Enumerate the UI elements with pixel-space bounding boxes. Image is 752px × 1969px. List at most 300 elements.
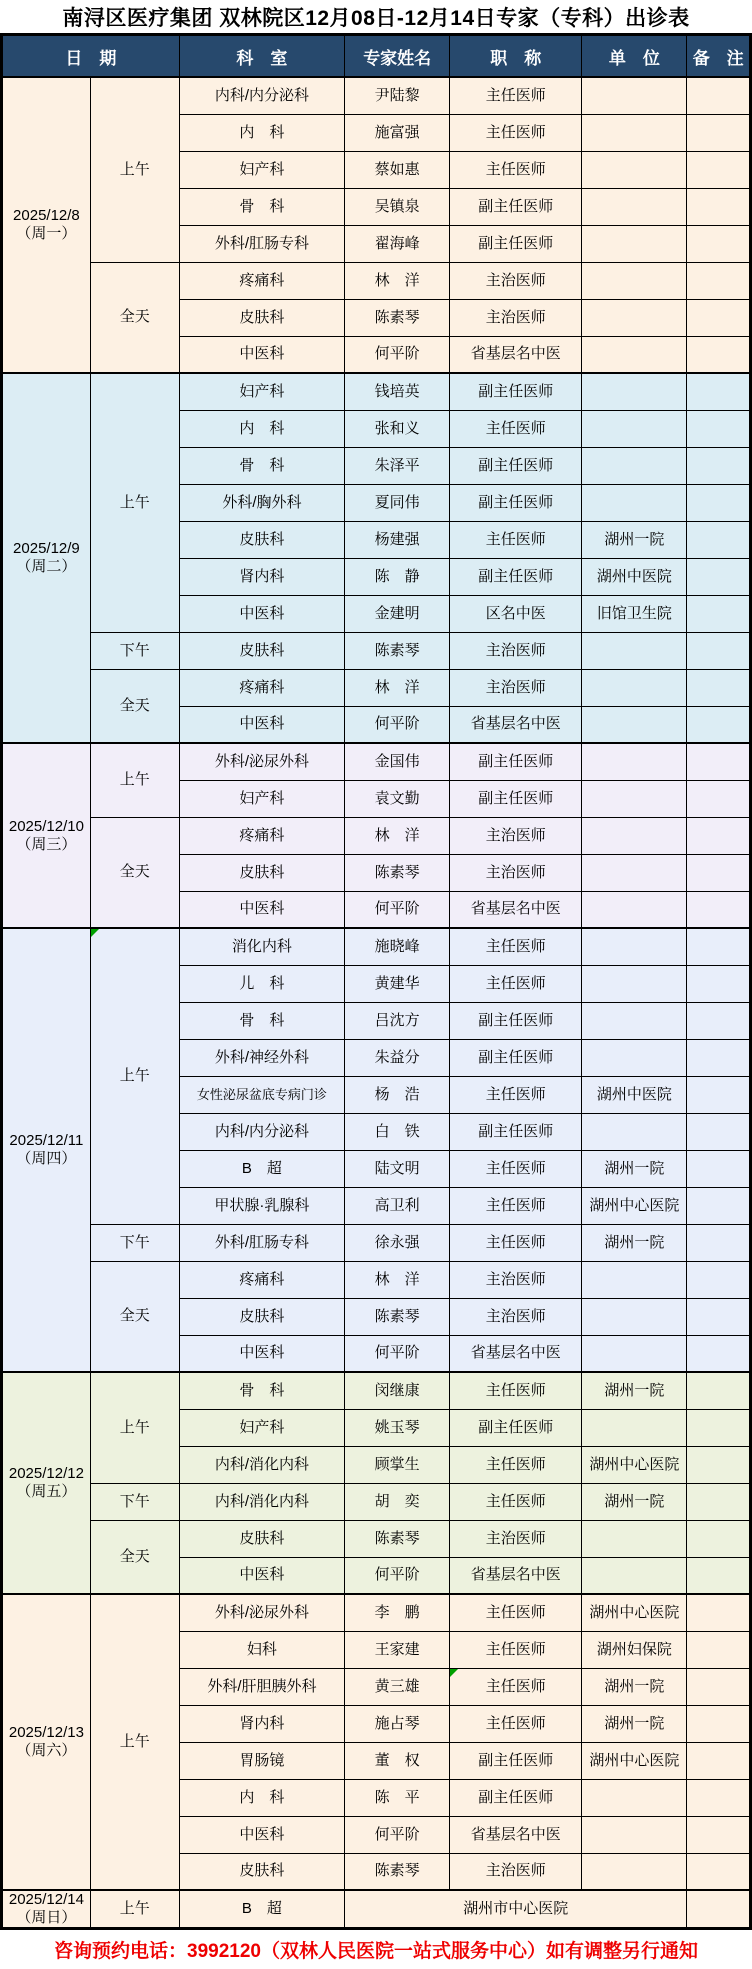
date-label: 2025/12/11 bbox=[9, 1132, 84, 1149]
doctor-name-cell: 朱泽平 bbox=[345, 447, 450, 484]
doctor-name-cell: 李 鹏 bbox=[345, 1594, 450, 1631]
note-cell bbox=[687, 299, 751, 336]
period-cell: 上午 bbox=[90, 373, 179, 632]
dept-cell: 中医科 bbox=[179, 891, 345, 928]
note-cell bbox=[687, 817, 751, 854]
dept-cell: 内科/消化内科 bbox=[179, 1483, 345, 1520]
dept-cell: 中医科 bbox=[179, 1335, 345, 1372]
period-cell: 上午 bbox=[90, 1594, 179, 1890]
dept-cell: 皮肤科 bbox=[179, 1853, 345, 1890]
date-cell bbox=[2, 1890, 91, 1929]
dept-cell: 内科/内分泌科 bbox=[179, 1113, 345, 1150]
job-title-cell: 省基层名中医 bbox=[450, 706, 582, 743]
note-cell bbox=[687, 1372, 751, 1409]
period-cell: 全天 bbox=[90, 262, 179, 373]
weekday-label: （周日） bbox=[16, 1909, 77, 1926]
date-label: 2025/12/13 bbox=[8, 1724, 84, 1741]
date-label: 2025/12/10 bbox=[8, 817, 84, 835]
doctor-name-cell: 陈 平 bbox=[345, 1779, 450, 1816]
dept-cell: 内科/消化内科 bbox=[179, 1446, 345, 1483]
unit-cell bbox=[582, 891, 687, 928]
note-cell bbox=[687, 558, 751, 595]
schedule-row bbox=[2, 1261, 751, 1298]
job-title-cell: 副主任医师 bbox=[450, 1039, 582, 1076]
dept-cell: 女性泌尿盆底专病门诊 bbox=[179, 1076, 345, 1113]
doctor-name-cell: 陈 静 bbox=[345, 558, 450, 595]
date-cell bbox=[2, 77, 91, 373]
note-cell bbox=[687, 1668, 751, 1705]
dept-cell: 外科/神经外科 bbox=[179, 1039, 345, 1076]
unit-cell bbox=[582, 447, 687, 484]
dept-cell: 内 科 bbox=[179, 1779, 345, 1816]
job-title-cell: 主任医师 bbox=[450, 521, 582, 558]
dept-cell: 骨 科 bbox=[179, 188, 345, 225]
job-title-cell: 副主任医师 bbox=[450, 373, 582, 410]
job-title-cell: 主任医师 bbox=[450, 928, 582, 965]
doctor-name-cell: 袁文勤 bbox=[345, 780, 450, 817]
doctor-name-cell: 陈素琴 bbox=[345, 1853, 450, 1890]
doctor-name-cell: 陈素琴 bbox=[345, 632, 450, 669]
dept-cell: 皮肤科 bbox=[179, 521, 345, 558]
date-cell bbox=[2, 743, 91, 928]
period-cell: 下午 bbox=[90, 1483, 179, 1520]
doctor-name-cell: 吕沈方 bbox=[345, 1002, 450, 1039]
job-title-cell: 省基层名中医 bbox=[450, 1816, 582, 1853]
weekday-label: （周三） bbox=[16, 835, 77, 853]
unit-cell: 湖州中心医院 bbox=[582, 1446, 687, 1483]
weekday-label: （周四） bbox=[16, 1150, 77, 1167]
job-title-cell: 副主任医师 bbox=[450, 225, 582, 262]
unit-cell bbox=[582, 151, 687, 188]
unit-cell bbox=[582, 299, 687, 336]
header-expert-name: 专家姓名 bbox=[345, 35, 450, 78]
note-cell bbox=[687, 1076, 751, 1113]
unit-cell bbox=[582, 817, 687, 854]
period-cell: 全天 bbox=[90, 669, 179, 743]
doctor-name-cell: 徐永强 bbox=[345, 1224, 450, 1261]
job-title-cell: 省基层名中医 bbox=[450, 1557, 582, 1594]
doctor-name-cell: 陈素琴 bbox=[345, 1298, 450, 1335]
period-cell: 全天 bbox=[90, 817, 179, 928]
weekday-label: （周一） bbox=[16, 225, 77, 242]
header-department: 科 室 bbox=[179, 35, 345, 78]
doctor-name-cell: 何平阶 bbox=[345, 891, 450, 928]
job-title-cell: 主任医师 bbox=[450, 1224, 582, 1261]
unit-cell: 旧馆卫生院 bbox=[582, 595, 687, 632]
unit-cell bbox=[582, 225, 687, 262]
weekday-label: （周二） bbox=[16, 558, 77, 575]
doctor-name-cell: 陆文明 bbox=[345, 1150, 450, 1187]
unit-cell bbox=[582, 1261, 687, 1298]
note-cell bbox=[687, 225, 751, 262]
period-cell: 上午 bbox=[90, 928, 179, 1224]
job-title-cell: 主任医师 bbox=[450, 1372, 582, 1409]
note-cell bbox=[687, 151, 751, 188]
dept-cell: 骨 科 bbox=[179, 447, 345, 484]
note-cell bbox=[687, 1335, 751, 1372]
note-cell bbox=[687, 965, 751, 1002]
unit-cell bbox=[582, 854, 687, 891]
dept-cell: 妇产科 bbox=[179, 1409, 345, 1446]
page-title: 南浔区医疗集团 双林院区12月08日-12月14日专家（专科）出诊表 bbox=[0, 0, 752, 33]
period-cell: 全天 bbox=[90, 1261, 179, 1372]
unit-cell bbox=[582, 1335, 687, 1372]
note-cell bbox=[687, 1816, 751, 1853]
note-cell bbox=[687, 1261, 751, 1298]
doctor-name-cell: 陈素琴 bbox=[345, 1520, 450, 1557]
schedule-row bbox=[2, 632, 751, 669]
note-cell bbox=[687, 521, 751, 558]
job-title-cell: 副主任医师 bbox=[450, 484, 582, 521]
period-cell: 全天 bbox=[90, 1520, 179, 1594]
doctor-name-cell: 尹陆黎 bbox=[345, 77, 450, 114]
note-cell bbox=[687, 632, 751, 669]
schedule-row bbox=[2, 1890, 751, 1929]
note-cell bbox=[687, 1779, 751, 1816]
doctor-name-cell: 何平阶 bbox=[345, 336, 450, 373]
note-cell bbox=[687, 336, 751, 373]
job-title-cell: 主治医师 bbox=[450, 299, 582, 336]
unit-cell bbox=[582, 114, 687, 151]
note-cell bbox=[687, 1113, 751, 1150]
note-cell bbox=[687, 743, 751, 780]
job-title-cell: 副主任医师 bbox=[450, 447, 582, 484]
dept-cell: 皮肤科 bbox=[179, 854, 345, 891]
date-label: 2025/12/12 bbox=[8, 1465, 84, 1482]
job-title-cell: 副主任医师 bbox=[450, 1409, 582, 1446]
doctor-name-cell: 何平阶 bbox=[345, 706, 450, 743]
note-cell bbox=[687, 1483, 751, 1520]
note-cell bbox=[687, 1520, 751, 1557]
job-title-cell: 副主任医师 bbox=[450, 188, 582, 225]
job-title-cell: 省基层名中医 bbox=[450, 1335, 582, 1372]
job-title-cell: 副主任医师 bbox=[450, 780, 582, 817]
period-cell: 上午 bbox=[90, 1890, 179, 1929]
unit-cell: 湖州一院 bbox=[582, 1372, 687, 1409]
doctor-name-cell: 高卫利 bbox=[345, 1187, 450, 1224]
unit-cell bbox=[582, 1816, 687, 1853]
schedule-row bbox=[2, 262, 751, 299]
dept-cell: 内科/内分泌科 bbox=[179, 77, 345, 114]
dept-cell: 外科/泌尿外科 bbox=[179, 743, 345, 780]
date-cell bbox=[2, 928, 91, 1372]
doctor-name-cell: 翟海峰 bbox=[345, 225, 450, 262]
dept-cell: 妇产科 bbox=[179, 780, 345, 817]
header-date: 日 期 bbox=[2, 35, 180, 78]
job-title-cell: 区名中医 bbox=[450, 595, 582, 632]
unit-cell: 湖州一院 bbox=[582, 521, 687, 558]
doctor-name-cell: 林 洋 bbox=[345, 669, 450, 706]
period-cell: 上午 bbox=[90, 1372, 179, 1483]
date-cell bbox=[2, 1372, 91, 1594]
schedule-row bbox=[2, 1520, 751, 1557]
dept-cell: B 超 bbox=[179, 1890, 345, 1929]
doctor-name-cell: 杨建强 bbox=[345, 521, 450, 558]
dept-cell: 骨 科 bbox=[179, 1002, 345, 1039]
job-title-cell: 主治医师 bbox=[450, 1853, 582, 1890]
note-cell bbox=[687, 1039, 751, 1076]
unit-cell bbox=[582, 1520, 687, 1557]
job-title-cell: 主任医师 bbox=[450, 1446, 582, 1483]
dept-cell: 内 科 bbox=[179, 410, 345, 447]
schedule-row bbox=[2, 1594, 751, 1631]
unit-cell bbox=[582, 743, 687, 780]
date-label: 2025/12/8 bbox=[13, 207, 80, 224]
unit-cell: 湖州一院 bbox=[582, 1668, 687, 1705]
doctor-name-cell: 陈素琴 bbox=[345, 299, 450, 336]
unit-cell bbox=[582, 188, 687, 225]
job-title-cell: 主任医师 bbox=[450, 1187, 582, 1224]
job-title-cell: 主治医师 bbox=[450, 262, 582, 299]
header-unit: 单 位 bbox=[582, 35, 687, 78]
dept-cell: 骨 科 bbox=[179, 1372, 345, 1409]
note-cell bbox=[687, 1409, 751, 1446]
dept-cell: 中医科 bbox=[179, 1557, 345, 1594]
unit-cell bbox=[582, 336, 687, 373]
doctor-name-cell: 何平阶 bbox=[345, 1557, 450, 1594]
schedule-row bbox=[2, 373, 751, 410]
unit-cell: 湖州一院 bbox=[582, 1224, 687, 1261]
job-title-cell: 主治医师 bbox=[450, 1298, 582, 1335]
schedule-row bbox=[2, 77, 751, 114]
dept-cell: 皮肤科 bbox=[179, 632, 345, 669]
doctor-name-cell: 张和义 bbox=[345, 410, 450, 447]
weekday-label: （周六） bbox=[16, 1742, 77, 1759]
doctor-name-cell: 林 洋 bbox=[345, 817, 450, 854]
dept-cell: 疼痛科 bbox=[179, 1261, 345, 1298]
doctor-name-cell: 蔡如惠 bbox=[345, 151, 450, 188]
doctor-name-cell: 林 洋 bbox=[345, 262, 450, 299]
note-cell bbox=[687, 114, 751, 151]
table-header-row bbox=[2, 35, 751, 78]
dept-cell: 妇科 bbox=[179, 1631, 345, 1668]
unit-cell bbox=[582, 632, 687, 669]
schedule-row bbox=[2, 928, 751, 965]
schedule-row bbox=[2, 669, 751, 706]
unit-cell: 湖州中医院 bbox=[582, 1076, 687, 1113]
dept-cell: 外科/胸外科 bbox=[179, 484, 345, 521]
note-cell bbox=[687, 1557, 751, 1594]
doctor-name-cell: 闵继康 bbox=[345, 1372, 450, 1409]
dept-cell: 内 科 bbox=[179, 114, 345, 151]
dept-cell: 胃肠镜 bbox=[179, 1742, 345, 1779]
note-cell bbox=[687, 373, 751, 410]
unit-cell: 湖州中心医院 bbox=[582, 1594, 687, 1631]
doctor-name-cell: 金国伟 bbox=[345, 743, 450, 780]
merged-unit-cell: 湖州市中心医院 bbox=[345, 1890, 687, 1929]
unit-cell bbox=[582, 262, 687, 299]
dept-cell: 甲状腺·乳腺科 bbox=[179, 1187, 345, 1224]
footer-note: 咨询预约电话：3992120（双林人民医院一站式服务中心）如有调整另行通知 bbox=[0, 1930, 752, 1969]
job-title-cell: 主治医师 bbox=[450, 817, 582, 854]
dept-cell: 消化内科 bbox=[179, 928, 345, 965]
unit-cell bbox=[582, 1039, 687, 1076]
job-title-cell: 主治医师 bbox=[450, 854, 582, 891]
dept-cell: 疼痛科 bbox=[179, 669, 345, 706]
job-title-cell: 副主任医师 bbox=[450, 1002, 582, 1039]
dept-cell: 儿 科 bbox=[179, 965, 345, 1002]
note-cell bbox=[687, 410, 751, 447]
unit-cell bbox=[582, 484, 687, 521]
schedule-row bbox=[2, 1372, 751, 1409]
unit-cell bbox=[582, 1113, 687, 1150]
doctor-name-cell: 吴镇泉 bbox=[345, 188, 450, 225]
dept-cell: 皮肤科 bbox=[179, 1298, 345, 1335]
job-title-cell: 主任医师 bbox=[450, 1076, 582, 1113]
note-cell bbox=[687, 188, 751, 225]
unit-cell: 湖州中心医院 bbox=[582, 1742, 687, 1779]
doctor-name-cell: 朱益分 bbox=[345, 1039, 450, 1076]
unit-cell: 湖州一院 bbox=[582, 1483, 687, 1520]
dept-cell: 中医科 bbox=[179, 595, 345, 632]
period-cell: 上午 bbox=[90, 77, 179, 262]
unit-cell: 湖州一院 bbox=[582, 1705, 687, 1742]
note-cell bbox=[687, 1002, 751, 1039]
note-cell bbox=[687, 1446, 751, 1483]
job-title-cell: 主任医师 bbox=[450, 1150, 582, 1187]
note-cell bbox=[687, 262, 751, 299]
doctor-name-cell: 杨 浩 bbox=[345, 1076, 450, 1113]
unit-cell bbox=[582, 1002, 687, 1039]
dept-cell: 外科/肝胆胰外科 bbox=[179, 1668, 345, 1705]
doctor-name-cell: 王家建 bbox=[345, 1631, 450, 1668]
header-note: 备 注 bbox=[687, 35, 751, 78]
note-cell bbox=[687, 447, 751, 484]
note-cell bbox=[687, 1890, 751, 1929]
job-title-cell: 主任医师 bbox=[450, 151, 582, 188]
note-cell bbox=[687, 1742, 751, 1779]
unit-cell bbox=[582, 669, 687, 706]
unit-cell bbox=[582, 965, 687, 1002]
dept-cell: 肾内科 bbox=[179, 558, 345, 595]
dept-cell: 肾内科 bbox=[179, 1705, 345, 1742]
doctor-name-cell: 夏同伟 bbox=[345, 484, 450, 521]
note-cell bbox=[687, 77, 751, 114]
job-title-cell: 副主任医师 bbox=[450, 743, 582, 780]
job-title-cell: 主任医师 bbox=[450, 1705, 582, 1742]
doctor-name-cell: 施富强 bbox=[345, 114, 450, 151]
dept-cell: 外科/肛肠专科 bbox=[179, 225, 345, 262]
doctor-name-cell: 钱培英 bbox=[345, 373, 450, 410]
job-title-cell: 副主任医师 bbox=[450, 1113, 582, 1150]
job-title-cell: 主任医师 bbox=[450, 1483, 582, 1520]
note-cell bbox=[687, 780, 751, 817]
note-cell bbox=[687, 1150, 751, 1187]
note-cell bbox=[687, 1224, 751, 1261]
note-cell bbox=[687, 1594, 751, 1631]
note-cell bbox=[687, 891, 751, 928]
doctor-name-cell: 胡 奕 bbox=[345, 1483, 450, 1520]
unit-cell bbox=[582, 1409, 687, 1446]
doctor-name-cell: 陈素琴 bbox=[345, 854, 450, 891]
note-cell bbox=[687, 928, 751, 965]
doctor-name-cell: 董 权 bbox=[345, 1742, 450, 1779]
date-cell bbox=[2, 373, 91, 743]
note-cell bbox=[687, 1187, 751, 1224]
unit-cell bbox=[582, 1298, 687, 1335]
period-cell: 上午 bbox=[90, 743, 179, 817]
schedule-row bbox=[2, 817, 751, 854]
doctor-name-cell: 施占琴 bbox=[345, 1705, 450, 1742]
doctor-name-cell: 林 洋 bbox=[345, 1261, 450, 1298]
doctor-name-cell: 何平阶 bbox=[345, 1816, 450, 1853]
unit-cell bbox=[582, 410, 687, 447]
dept-cell: 妇产科 bbox=[179, 373, 345, 410]
doctor-name-cell: 黄建华 bbox=[345, 965, 450, 1002]
job-title-cell: 主治医师 bbox=[450, 632, 582, 669]
dept-cell: 皮肤科 bbox=[179, 1520, 345, 1557]
period-cell: 下午 bbox=[90, 632, 179, 669]
dept-cell: 外科/泌尿外科 bbox=[179, 1594, 345, 1631]
unit-cell bbox=[582, 780, 687, 817]
unit-cell bbox=[582, 1557, 687, 1594]
job-title-cell: 主任医师 bbox=[450, 410, 582, 447]
job-title-cell: 副主任医师 bbox=[450, 558, 582, 595]
doctor-name-cell: 何平阶 bbox=[345, 1335, 450, 1372]
unit-cell: 湖州一院 bbox=[582, 1150, 687, 1187]
unit-cell bbox=[582, 77, 687, 114]
date-cell bbox=[2, 1594, 91, 1890]
job-title-cell: 省基层名中医 bbox=[450, 891, 582, 928]
dept-cell: 皮肤科 bbox=[179, 299, 345, 336]
job-title-cell: 主治医师 bbox=[450, 1261, 582, 1298]
job-title-cell: 主任医师 bbox=[450, 1594, 582, 1631]
schedule-row bbox=[2, 743, 751, 780]
dept-cell: 中医科 bbox=[179, 706, 345, 743]
job-title-cell: 主治医师 bbox=[450, 669, 582, 706]
weekday-label: （周五） bbox=[16, 1483, 77, 1500]
note-cell bbox=[687, 706, 751, 743]
note-cell bbox=[687, 1705, 751, 1742]
dept-cell: 疼痛科 bbox=[179, 817, 345, 854]
header-job-title: 职 称 bbox=[450, 35, 582, 78]
note-cell bbox=[687, 854, 751, 891]
job-title-cell: 主任医师 bbox=[450, 965, 582, 1002]
doctor-name-cell: 白 铁 bbox=[345, 1113, 450, 1150]
date-label: 2025/12/9 bbox=[13, 540, 80, 557]
job-title-cell: 副主任医师 bbox=[450, 1779, 582, 1816]
note-cell bbox=[687, 595, 751, 632]
job-title-cell: 主任医师 bbox=[450, 114, 582, 151]
dept-cell: 疼痛科 bbox=[179, 262, 345, 299]
date-label: 2025/12/14 bbox=[8, 1891, 84, 1908]
job-title-cell: 副主任医师 bbox=[450, 1742, 582, 1779]
job-title-cell: 主任医师 bbox=[450, 77, 582, 114]
dept-cell: 妇产科 bbox=[179, 151, 345, 188]
note-cell bbox=[687, 1298, 751, 1335]
doctor-name-cell: 姚玉琴 bbox=[345, 1409, 450, 1446]
note-cell bbox=[687, 1853, 751, 1890]
job-title-cell: 省基层名中医 bbox=[450, 336, 582, 373]
note-cell bbox=[687, 669, 751, 706]
period-cell: 下午 bbox=[90, 1224, 179, 1261]
schedule-row bbox=[2, 1224, 751, 1261]
note-cell bbox=[687, 484, 751, 521]
job-title-cell: 主治医师 bbox=[450, 1520, 582, 1557]
job-title-cell: 主任医师 bbox=[450, 1631, 582, 1668]
dept-cell: 中医科 bbox=[179, 1816, 345, 1853]
note-cell bbox=[687, 1631, 751, 1668]
doctor-name-cell: 施晓峰 bbox=[345, 928, 450, 965]
unit-cell: 湖州中心医院 bbox=[582, 1187, 687, 1224]
doctor-name-cell: 金建明 bbox=[345, 595, 450, 632]
unit-cell: 湖州中医院 bbox=[582, 558, 687, 595]
dept-cell: 外科/肛肠专科 bbox=[179, 1224, 345, 1261]
unit-cell bbox=[582, 706, 687, 743]
duty-schedule-table bbox=[0, 33, 752, 1930]
doctor-name-cell: 黄三雄 bbox=[345, 1668, 450, 1705]
dept-cell: B 超 bbox=[179, 1150, 345, 1187]
